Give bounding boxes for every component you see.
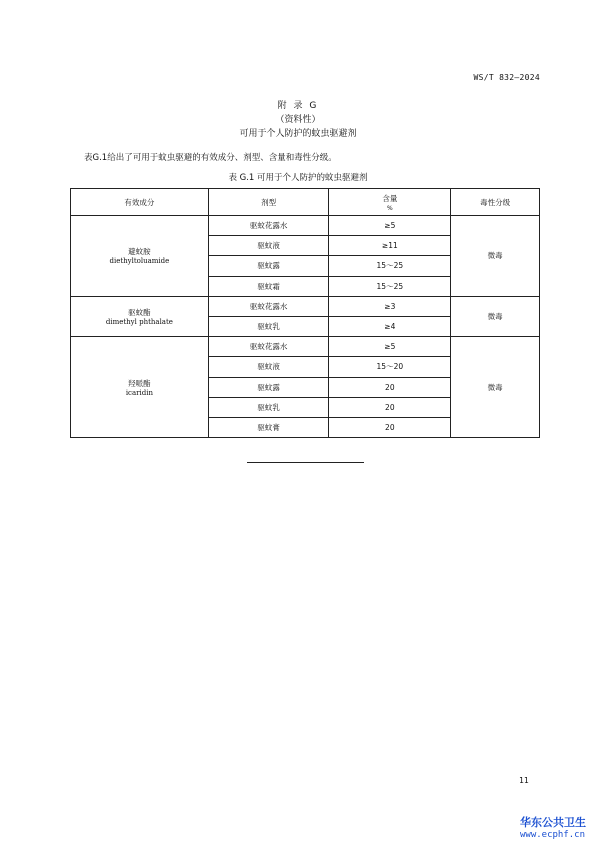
ingredient-name-cn: 羟哌酯 bbox=[128, 378, 151, 388]
header-content-label: 含量 bbox=[382, 193, 398, 203]
table-row bbox=[71, 216, 540, 236]
ingredient-cell bbox=[71, 337, 209, 438]
formulation-cell: 驱蚊乳 bbox=[208, 397, 329, 417]
header-content bbox=[329, 189, 451, 216]
page-number: 11 bbox=[519, 776, 529, 785]
table-caption: 表 G.1 可用于个人防护的蚊虫驱避剂 bbox=[228, 173, 368, 183]
formulation-cell: 驱蚊膏 bbox=[208, 417, 329, 437]
ingredient-name-en: diethyltoluamide bbox=[109, 257, 170, 266]
toxicity-cell: 微毒 bbox=[451, 216, 540, 297]
ingredient-name-cn: 驱蚊酯 bbox=[128, 307, 151, 317]
content-cell: 15～25 bbox=[329, 276, 451, 296]
standard-code: WS/T 832—2024 bbox=[473, 73, 540, 82]
content-cell: ≥11 bbox=[329, 236, 451, 256]
header-content-unit: % bbox=[386, 204, 393, 212]
formulation-cell: 驱蚊液 bbox=[208, 236, 329, 256]
watermark-name: 华东公共卫生 bbox=[520, 816, 586, 829]
formulation-cell: 驱蚊液 bbox=[208, 357, 329, 377]
formulation-cell: 驱蚊露 bbox=[208, 377, 329, 397]
appendix-heading: 可用于个人防护的蚊虫驱避剂 bbox=[239, 129, 357, 139]
ingredient-name-en: dimethyl phthalate bbox=[105, 317, 173, 326]
content-cell: ≥3 bbox=[329, 296, 451, 316]
toxicity-cell: 微毒 bbox=[451, 296, 540, 336]
repellent-table bbox=[70, 188, 540, 438]
table-body bbox=[71, 216, 540, 438]
content-cell: 20 bbox=[329, 377, 451, 397]
header-ingredient: 有效成分 bbox=[71, 189, 209, 216]
toxicity-cell: 微毒 bbox=[451, 337, 540, 438]
header-toxicity: 毒性分级 bbox=[451, 189, 540, 216]
table-header-row bbox=[71, 189, 540, 216]
content-cell: ≥5 bbox=[329, 337, 451, 357]
formulation-cell: 驱蚊露 bbox=[208, 256, 329, 276]
formulation-cell: 驱蚊乳 bbox=[208, 316, 329, 336]
table-row bbox=[71, 337, 540, 357]
end-rule bbox=[247, 462, 364, 463]
appendix-title: 附 录 G bbox=[277, 101, 319, 111]
formulation-cell: 驱蚊霜 bbox=[208, 276, 329, 296]
ingredient-name-cn: 避蚊胺 bbox=[128, 247, 151, 257]
header-formulation: 剂型 bbox=[208, 189, 329, 216]
content-cell: 20 bbox=[329, 417, 451, 437]
intro-paragraph: 表G.1给出了可用于蚊虫驱避的有效成分、剂型、含量和毒性分级。 bbox=[84, 153, 337, 163]
content-cell: ≥4 bbox=[329, 316, 451, 336]
content-cell: ≥5 bbox=[329, 216, 451, 236]
formulation-cell: 驱蚊花露水 bbox=[208, 216, 329, 236]
content-cell: 15～25 bbox=[329, 256, 451, 276]
formulation-cell: 驱蚊花露水 bbox=[208, 296, 329, 316]
content-cell: 15～20 bbox=[329, 357, 451, 377]
ingredient-cell bbox=[71, 216, 209, 297]
ingredient-name-en: icaridin bbox=[125, 388, 153, 397]
formulation-cell: 驱蚊花露水 bbox=[208, 337, 329, 357]
content-cell: 20 bbox=[329, 397, 451, 417]
watermark-url: www.ecphf.cn bbox=[520, 830, 586, 840]
table-row bbox=[71, 296, 540, 316]
ingredient-cell bbox=[71, 296, 209, 336]
appendix-subtitle: （资料性） bbox=[275, 115, 321, 125]
